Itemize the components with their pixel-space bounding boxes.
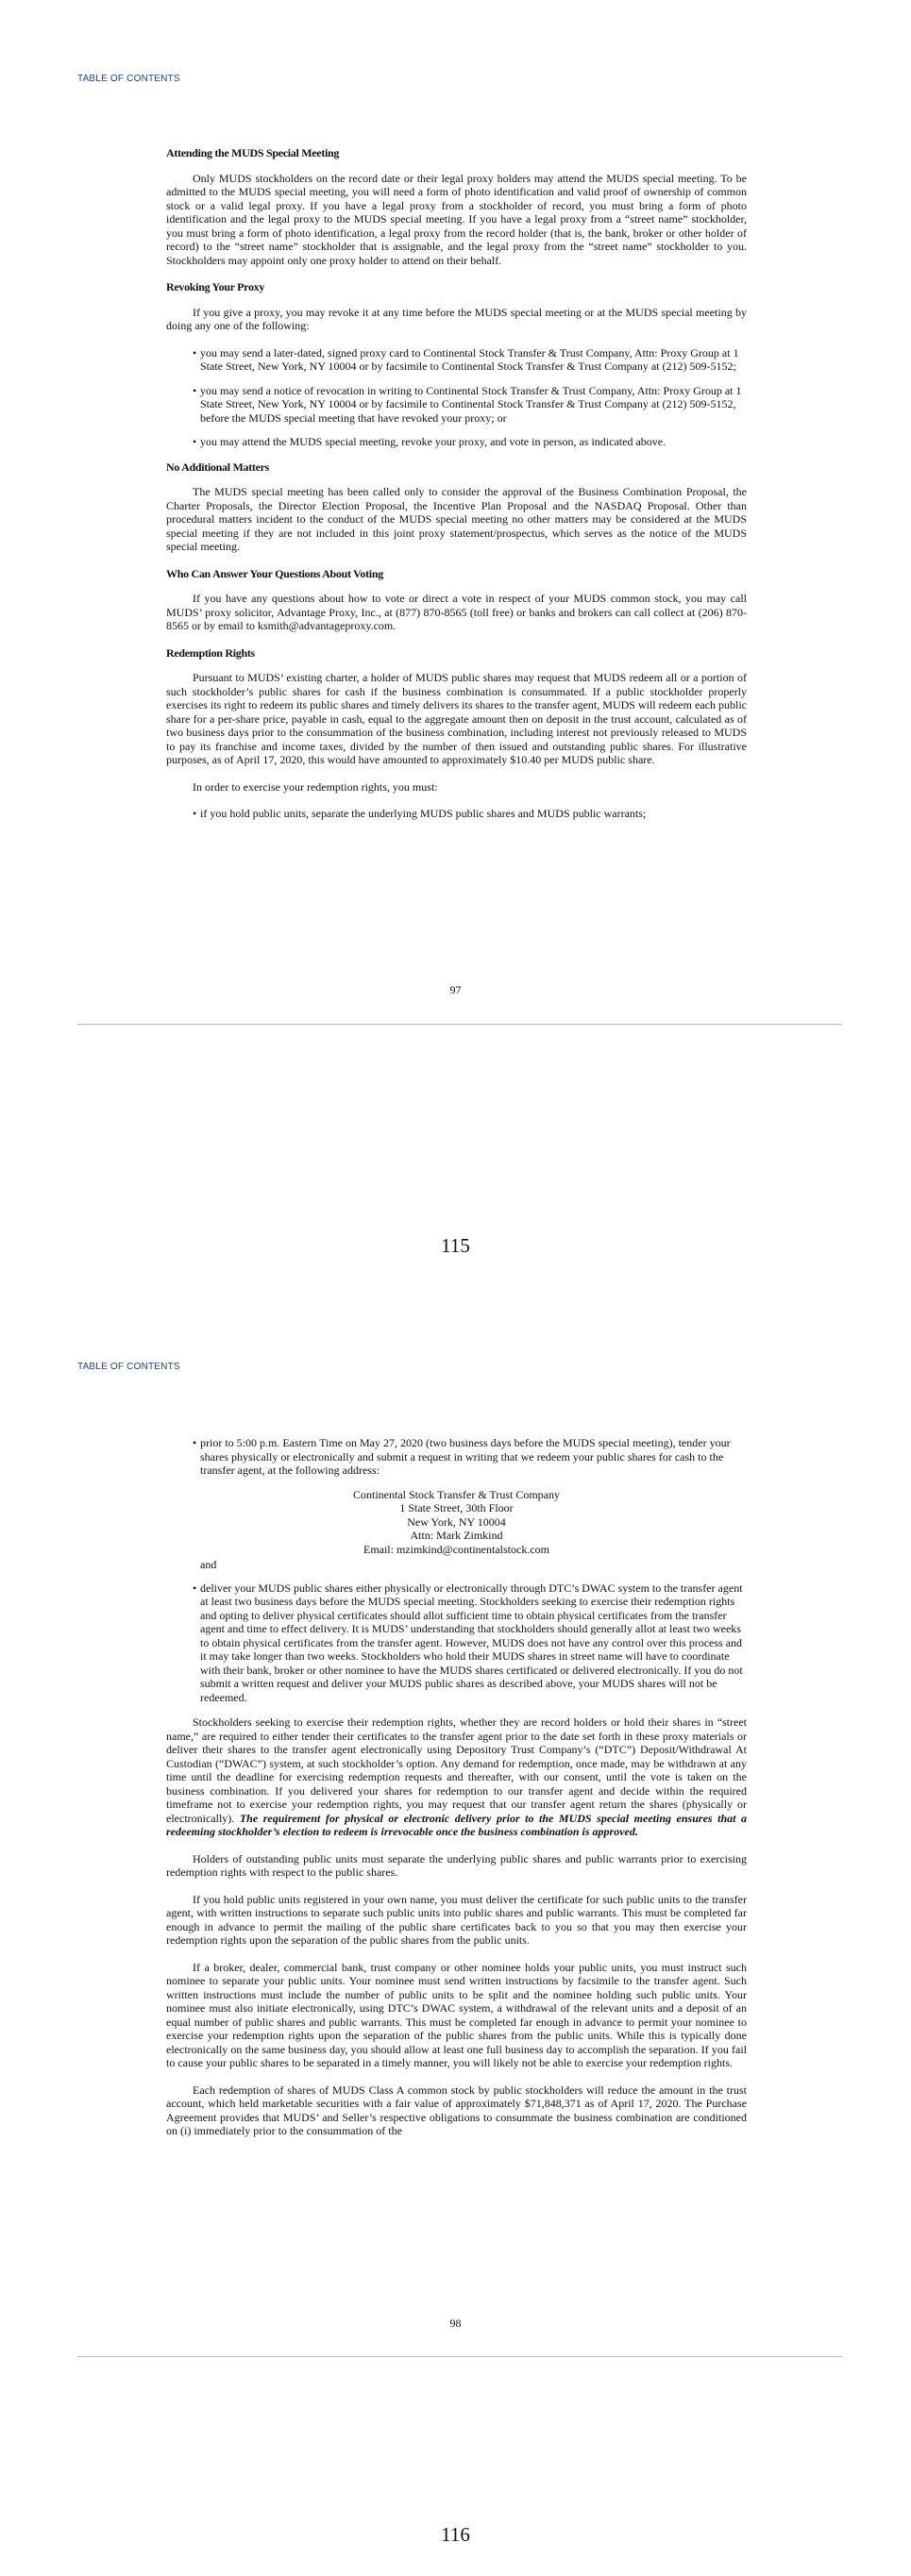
redemption-steps-list [166,1436,747,1478]
section-heading-no-additional-matters: No Additional Matters [166,460,270,474]
revocation-list [166,346,747,449]
list-item: • you may attend the MUDS special meeting, revoke your proxy, and vote in person, as indicated above. [166,435,747,449]
paragraph: If you hold public units registered in your own name, you must deliver the certificate for such public units to the transfer agent, with written instructions to separate such public units into public shares and public warrants. This must be completed far enough in advance to permit the mailing of the public share certificates back to you so that you may then exercise your redemption rights upon the separation of the public shares from the public units. [166,1892,747,1947]
list-item: • if you hold public units, separate the underlying MUDS public shares and MUDS public warrants; [166,807,747,821]
document-page-98 [166,1436,747,2151]
address-line: New York, NY 10004 [407,1514,506,1529]
document-page-97 [166,146,747,832]
list-item: • you may send a notice of revocation in writing to Continental Stock Transfer & Trust Company, Attn: Proxy Group at 1 State Street, New York, NY 10004 or by facsimile to Continental Stock Transfer & Trust Company at (212) 509-5152, before the MUDS special meeting that have revoked your proxy; or [166,384,747,426]
page-number: 115 [441,1234,470,1257]
paragraph: Holders of outstanding public units must separate the underlying public shares and public warrants prior to exercising redemption rights with respect to the public shares. [166,1851,747,1879]
table-of-contents-link[interactable]: TABLE OF CONTENTS [77,1362,180,1372]
address-line: Attn: Mark Zimkind [410,1529,503,1542]
list-item: • you may send a later-dated, signed proxy card to Continental Stock Transfer & Trust Company, Attn: Proxy Group at 1 State Street, New York, NY 10004 or by facsimile to Continental Stock Transfer & Trust Company at (212) 509-5152; [166,346,747,374]
transfer-agent-address [166,1488,747,1557]
paragraph: Only MUDS stockholders on the record date or their legal proxy holders may attend the MUDS special meeting. To be admitted to the MUDS special meeting, you will need a form of photo identification and valid proof of ownership of common stock or a valid legal proxy. If you have a legal proxy from a stockholder of record, you must bring a form of photo identification and the legal proxy to the MUDS special meeting. If you have a legal proxy from a “street name” stockholder, you must bring a form of photo identification, a legal proxy from the record holder (that is, the bank, broker or other holder of record) to the “street name” stockholder that is assignable, and the legal proxy from the “street name” stockholder to you. Stockholders may appoint only one proxy holder to attend on their behalf. [166,171,747,267]
paragraph-text: Stockholders seeking to exercise their redemption rights, whether they are record holders or hold their shares in “street name,” are required to either tender their certificates to the transfer agent prior to the date set forth in these proxy materials or deliver their shares to the transfer agent electronically using Depository Trust Company’s (“DTC”) Deposit/Withdrawal At Custodian (“DWAC”) system, at such stockholder’s option. Any demand for redemption, once made, may be withdrawn at any time until the deadline for exercising redemption requests and thereafter, with our consent, until the vote is taken on the business combination. If you delivered your shares for redemption to our transfer agent and decide within the required timeframe not to exercise your redemption rights, you may request that our transfer agent return the shares (physically or electronically). [166,1715,747,1825]
page-divider [77,1024,842,1025]
section-heading-questions-voting: Who Can Answer Your Questions About Voting [166,566,383,580]
page-divider [77,2356,842,2357]
section-heading-revoking-proxy: Revoking Your Proxy [166,280,265,293]
redemption-steps-list-continued [166,1581,747,1705]
conjunction-and: and [200,1558,217,1571]
paragraph: Each redemption of shares of MUDS Class A common stock by public stockholders will reduce the amount in the trust account, which held marketable securities with a fair value of approximately $71,848,371 as of April 17, 2020. The Purchase Agreement provides that MUDS’ and Seller’s respective obligations to consummate the business combination are conditioned on (i) immediately prior to the consummation of the [166,2083,747,2137]
list-item: • prior to 5:00 p.m. Eastern Time on May 27, 2020 (two business days before the MUDS special meeting), tender your shares physically or electronically and submit a request in writing that we redeem your public shares for cash to the transfer agent, at the following address: [166,1436,747,1478]
paragraph: If a broker, dealer, commercial bank, trust company or other nominee holds your public units, you must instruct such nominee to separate your public units. Your nominee must send written instructions by facsimile to the transfer agent. Such written instructions must include the number of public units to be split and the nominee holding such public units. Your nominee must also initiate electronically, using DTC’s DWAC system, a withdrawal of the relevant units and a deposit of an equal number of public shares and public warrants. This must be completed far enough in advance to permit your nominee to exercise your redemption rights upon the separation of the public shares from the public units. While this is typically done electronically on the same business day, you should allow at least one full business day to accomplish the separation. If you fail to cause your public shares to be separated in a timely manner, you will likely not be able to exercise your redemption rights. [166,1960,747,2069]
list-item: • deliver your MUDS public shares either physically or electronically through DTC’s DWAC system to the transfer agent at least two business days before the MUDS special meeting. Stockholders seeking to exercise their redemption rights and opting to deliver physical certificates should allot sufficient time to obtain physical certificates from the transfer agent and time to effect delivery. It is MUDS’ understanding that stockholders should generally allot at least two weeks to obtain physical certificates from the transfer agent. However, MUDS does not have any control over this process and it may take longer than two weeks. Stockholders who hold their MUDS shares in street name will have to coordinate with their bank, broker or other nominee to have the MUDS shares certificated or delivered electronically. If you do not submit a written request and deliver your MUDS public shares as described above, your MUDS shares will not be redeemed. [166,1581,747,1705]
address-email: Email: mzimkind@continentalstock.com [363,1542,549,1556]
table-of-contents-link[interactable]: TABLE OF CONTENTS [77,74,180,84]
section-heading-attending: Attending the MUDS Special Meeting [166,146,340,159]
page-folio: 98 [449,2317,462,2330]
emphasis-text: The requirement for physical or electronic delivery prior to the MUDS special meeting ensures that a redeeming stockholder’s election to redeem is irrevocable once the business combination is approved. [166,1811,747,1838]
paragraph: In order to exercise your redemption rights, you must: [193,779,438,794]
page-folio: 97 [449,983,462,996]
section-heading-redemption-rights: Redemption Rights [166,645,255,660]
redemption-steps-list [166,807,747,821]
paragraph: If you give a proxy, you may revoke it at any time before the MUDS special meeting or at the MUDS special meeting by doing any one of the following: [166,305,747,332]
page-number: 116 [441,2523,470,2546]
paragraph: If you have any questions about how to vote or direct a vote in respect of your MUDS common stock, you may call MUDS’ proxy solicitor, Advantage Proxy, Inc., at (877) 870-8565 (toll free) or banks and brokers can call collect at (206) 870-8565 or by email to ksmith@advantageproxy.com. [166,592,747,632]
paragraph [166,1715,747,1839]
address-line: 1 State Street, 30th Floor [399,1501,514,1514]
paragraph: Pursuant to MUDS’ existing charter, a holder of MUDS public shares may request that MUDS redeem all or a portion of such stockholder’s public shares for cash if the business combination is consummated. If a public stockholder properly exercises its right to redeem its public shares and timely delivers its shares to the transfer agent, MUDS will redeem each public share for a per-share price, payable in cash, equal to the aggregate amount then on deposit in the trust account, calculated as of two business days prior to the consummation of the business combination, including interest not previously released to MUDS to pay its franchise and income taxes, divided by the number of then issued and outstanding public shares. For illustrative purposes, as of April 17, 2020, this would have amounted to approximately $10.40 per MUDS public share. [166,671,747,766]
address-line: Continental Stock Transfer & Trust Company [352,1487,561,1501]
paragraph: The MUDS special meeting has been called only to consider the approval of the Business Combination Proposal, the Charter Proposals, the Director Election Proposal, the Incentive Plan Proposal and the NASDAQ Proposal. Other than procedural matters incident to the conduct of the MUDS special meeting no other matters may be considered at the MUDS special meeting if they are not included in this joint proxy statement/prospectus, which serves as the notice of the MUDS special meeting. [166,485,747,553]
